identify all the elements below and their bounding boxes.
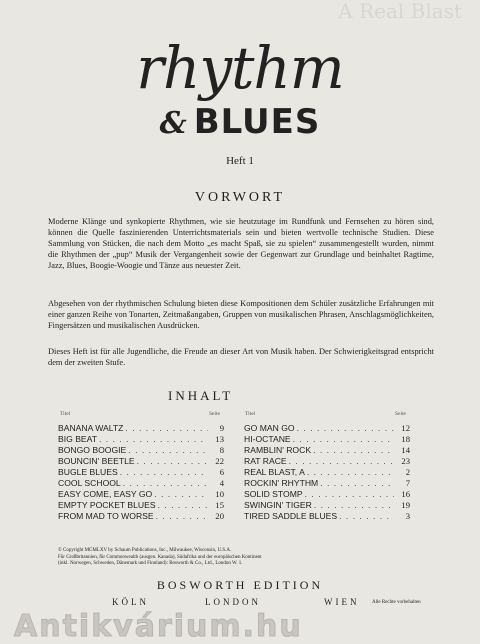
contents-entry-title: ROCKIN' RHYTHM bbox=[244, 478, 319, 488]
title-rhythm: rhythm bbox=[136, 34, 344, 102]
contents-heading: INHALT bbox=[168, 388, 234, 403]
title-blues bbox=[0, 102, 480, 142]
leader-dots bbox=[118, 467, 208, 478]
title-ampersand: & bbox=[159, 106, 188, 141]
column-header-page: Seite bbox=[209, 411, 220, 417]
leader-dots bbox=[318, 478, 394, 489]
copyright-line: © Copyright MCMLXV by Schaum Publications, Inc., Milwaukee, Wisconsin, U.S.A. bbox=[58, 548, 232, 553]
column-header-title: Titel bbox=[60, 411, 71, 417]
contents-entry-title: RAT RACE bbox=[244, 456, 287, 466]
contents-entry-page: 19 bbox=[401, 500, 410, 510]
preface-heading: VORWORT bbox=[194, 190, 286, 205]
preface-paragraph: Dieses Heft ist für alle Jugendliche, die Freude an dieser Art von Musik haben. Der Schwierigkeitsgrad entspricht dem der zweiten Stufe. bbox=[48, 347, 434, 367]
leader-dots bbox=[135, 456, 208, 467]
contents-entry-page: 14 bbox=[401, 445, 410, 455]
contents-entry-page: 23 bbox=[401, 456, 410, 466]
copyright-line: (inkl. Norwegen, Schweden, Dänemark und Finnland): Bosworth & Co., Ltd., London W. 1. bbox=[58, 561, 243, 567]
preface-paragraph: Moderne Klänge und synkopierte Rhythmen, wie sie heutzutage im Rundfunk und Fernsehen zu hören sind, können die Quelle faszinierenden Unterrichtsmaterials sein und bieten wertvolle technische Studien. Diese Sammlung von Stücken, die nach dem Motto „es macht Spaß, sie zu spielen“ zusammengestellt wurden, nimmt die Rhythmen der „pup“ Musik der Vergangenheit sowie der Gegenwart zur Grundlage und beinhaltet Ragtime, Jazz, Blues, Boogie-Woogie und Tänze aus neuester Zeit. bbox=[48, 217, 434, 270]
contents-entry bbox=[58, 423, 224, 434]
leader-dots bbox=[126, 445, 208, 456]
leader-dots bbox=[121, 478, 208, 489]
contents-entry bbox=[58, 434, 224, 445]
bleed-through-text: A Real Blast bbox=[338, 0, 462, 23]
contents-entry-page: 22 bbox=[215, 456, 224, 466]
contents-entry-page: 18 bbox=[401, 434, 410, 444]
leader-dots bbox=[156, 500, 208, 511]
contents-entry-title: SWINGIN' TIGER bbox=[244, 500, 312, 510]
leader-dots bbox=[123, 423, 208, 434]
subtitle: Heft 1 bbox=[226, 155, 254, 167]
contents-entry-page: 7 bbox=[405, 478, 410, 488]
leader-dots bbox=[305, 467, 394, 478]
contents-entry bbox=[244, 500, 410, 511]
leader-dots bbox=[154, 511, 208, 522]
watermark: Antikvárium.hu bbox=[14, 609, 303, 644]
contents-entry bbox=[244, 434, 410, 445]
contents-entry bbox=[58, 456, 224, 467]
contents-entry bbox=[58, 511, 224, 522]
contents-entry-title: BUGLE BLUES bbox=[58, 467, 118, 477]
contents-entry-title: EASY COME, EASY GO bbox=[58, 489, 153, 499]
column-header-title: Titel bbox=[245, 411, 256, 417]
contents-entry-page: 8 bbox=[219, 445, 224, 455]
leader-dots bbox=[291, 434, 394, 445]
contents-entry-page: 10 bbox=[215, 489, 224, 499]
contents-entry-page: 13 bbox=[215, 434, 224, 444]
contents-list-right bbox=[244, 423, 410, 522]
contents-entry bbox=[58, 489, 224, 500]
contents-list-left bbox=[58, 423, 224, 522]
leader-dots bbox=[311, 445, 394, 456]
contents-entry-page: 16 bbox=[401, 489, 410, 499]
contents-entry-page: 2 bbox=[405, 467, 410, 477]
contents-entry bbox=[244, 511, 410, 522]
contents-entry-title: BOUNCIN' BEETLE bbox=[58, 456, 135, 466]
contents-entry-page: 12 bbox=[401, 423, 410, 433]
contents-entry bbox=[244, 456, 410, 467]
publisher-edition: BOSWORTH EDITION bbox=[156, 578, 324, 592]
contents-entry-page: 3 bbox=[405, 511, 410, 521]
contents-entry-title: HI-OCTANE bbox=[244, 434, 291, 444]
contents-entry bbox=[244, 445, 410, 456]
contents-entry-title: RAMBLIN' ROCK bbox=[244, 445, 312, 455]
preface-paragraph: Abgesehen von der rhythmischen Schulung bieten diese Kompositionen dem Schüler zusätzliche Erfahrungen mit einer ganzen Reihe von Tonarten, Zeitmaßangaben, Gruppen von musikalischen Phrasen, Anschlagsmöglichkeiten, Fingersätzen und musikalischen Ausdrücken. bbox=[48, 299, 434, 330]
city-wien: WIEN bbox=[324, 597, 360, 607]
leader-dots bbox=[337, 511, 394, 522]
contents-entry-title: BANANA WALTZ bbox=[58, 423, 124, 433]
leader-dots bbox=[97, 434, 208, 445]
contents-entry-page: 15 bbox=[215, 500, 224, 510]
rights-notice: Alle Rechte vorbehalten bbox=[372, 600, 421, 605]
contents-entry-page: 4 bbox=[219, 478, 224, 488]
contents-entry-title: FROM MAD TO WORSE bbox=[58, 511, 154, 521]
leader-dots bbox=[295, 423, 394, 434]
contents-entry bbox=[244, 489, 410, 500]
title-blues-word: BLUES bbox=[193, 102, 321, 142]
copyright-line: Für Großbritannien, für Commonwealth (ausgen. Kanada), Südafrika und der europäischen Kontinent bbox=[58, 554, 262, 560]
contents-entry-title: REAL BLAST, A bbox=[244, 467, 305, 477]
leader-dots bbox=[303, 489, 394, 500]
contents-entry bbox=[58, 445, 224, 456]
contents-entry-page: 9 bbox=[219, 423, 224, 433]
contents-entry bbox=[244, 467, 410, 478]
contents-entry-page: 20 bbox=[215, 511, 224, 521]
contents-entry-title: GO MAN GO bbox=[244, 423, 295, 433]
column-header-page: Seite bbox=[395, 411, 406, 417]
contents-entry-title: COOL SCHOOL bbox=[58, 478, 121, 488]
leader-dots bbox=[312, 500, 394, 511]
city-london: LONDON bbox=[205, 597, 261, 607]
contents-entry-title: TIRED SADDLE BLUES bbox=[244, 511, 338, 521]
contents-entry bbox=[244, 478, 410, 489]
contents-entry-title: EMPTY POCKET BLUES bbox=[58, 500, 156, 510]
copyright-notice bbox=[58, 548, 428, 568]
city-koeln: KÖLN bbox=[112, 597, 149, 607]
contents-entry-page: 6 bbox=[219, 467, 224, 477]
leader-dots bbox=[287, 456, 394, 467]
contents-entry-title: BIG BEAT bbox=[58, 434, 97, 444]
contents-entry bbox=[58, 478, 224, 489]
contents-entry-title: SOLID STOMP bbox=[244, 489, 303, 499]
leader-dots bbox=[152, 489, 208, 500]
contents-entry bbox=[58, 467, 224, 478]
contents-entry bbox=[244, 423, 410, 434]
contents-entry bbox=[58, 500, 224, 511]
contents-entry-title: BONGO BOOGIE bbox=[58, 445, 127, 455]
